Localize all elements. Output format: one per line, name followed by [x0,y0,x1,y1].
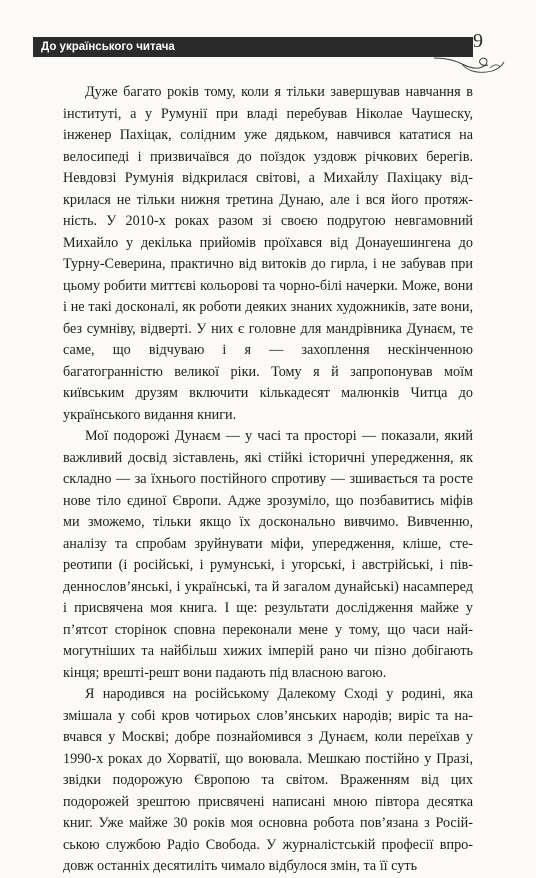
body-text [63,82,473,878]
page-number: 9 [473,30,483,52]
paragraph: Я народився на російському Далекому Сході у родині, яка змішала у собі кров чотирьох слов’янських народів; виріс та навчався у Москві; добре познайомився з Дунаєм, коли переїхав у 1990-х роках до Хорватії, що воювала. Мешкаю постійно у Празі, звідки подорожую Європою та світом. Враженням від цих подорожей зрештою присвячені написані мною півтора десятка книг. Уже майже 30 років моя основна робота пов’язана з Російською службою Радіо Свобода. У журналістській професії впродовж останніх десятиліть чимало відбулося змін, та її суть [63,686,473,874]
decorative-flourish-icon [432,50,506,76]
running-head: До українського читача [33,37,473,57]
paragraph: Дуже багато років тому, коли я тільки завершував навчання в інституті, а у Румунії при владі перебував Ніколае Чаушеску, інженер Пахіцак, солідним уже дядьком, навчився кататися на велосипеді і призвичаївся до поїздок уздовж річкових берегів. Невдовзі Румунія відкрилася світові, а Михайлу Пахіцаку відкрилася не тільки нижня третина Дунаю, але і вся його протяжність. У 2010-х роках разом зі своєю подругою невгамовний Михайло у декілька прийомів проїхався від Донауешингена до Турну-Северина, практично від витоків до гирла, і не забував при цьому робити миттєві кольорові та чорно-білі начерки. Може, вони і не такі досконалі, як роботи деяких знаних художників, зате вони, без сумніву, відверті. У них є головне для мандрівника Дунаєм, те саме, що відчуваю і я — захоплення нескінченною багатогранністю великої ріки. Тому я й запропонував моїм київським друзям включити кількадесят малюнків Читца до українського видання книги. [63,84,473,423]
paragraph: Мої подорожі Дунаєм — у часі та просторі — показали, який важливий досвід зіставлень, які стійкі історичні упередження, як складно — за їхнього постійного спротиву — зшивається та росте нове тіло єдиної Європи. Адже зрозуміло, що позбавитись міфів ми зможемо, тільки якщо їх досконально вивчимо. Вивченню, аналізу та спробам зруйнувати міфи, упередження, кліше, стереотипи (і російські, і румунські, і угорські, і австрійські, і південнослов’янські, і українські, та й загалом дунайські) насамперед і присвячена моя книга. І ще: результати дослідження майже у п’ятсот сторінок сповна переконали мене у тому, що часи наймогутніших та найбільш хижих імперій рано чи пізно добігають кінця; врешті-решт вони падають під власною вагою. [63,428,473,681]
